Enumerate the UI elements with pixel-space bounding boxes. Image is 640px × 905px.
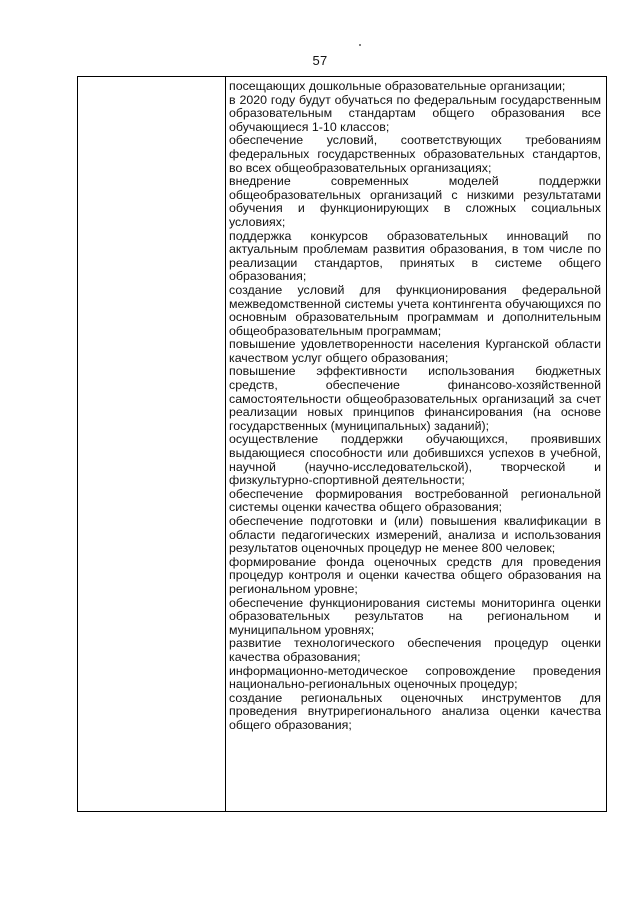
list-item: развитие технологического обеспечения процедур оценки качества образования; [229,636,601,664]
list-item: обеспечение подготовки и (или) повышения квалификации в области педагогических измерений, анализа и использования результатов оценочных процедур не менее 800 человек; [229,514,601,556]
list-item: повышение удовлетворенности населения Курганской области качеством услуг общего образования; [229,337,601,365]
list-item: осуществление поддержки обучающихся, проявивших выдающиеся способности или добившихся успехов в учебной, научной (научно-исследовательской), творческой и физкультурно-спортивной деятельности; [229,432,601,488]
list-item: повышение эффективности использования бюджетных средств, обеспечение финансово-хозяйственной самостоятельности общеобразовательных организаций за счет реализации новых принципов финансирования (на основе государственных (муниципальных) заданий); [229,364,601,433]
list-item: создание региональных оценочных инструментов для проведения внутрирегионального анализа оценки качества общего образования; [229,690,601,732]
list-item: обеспечение условий, соответствующих требованиям федеральных государственных образовательных стандартов, во всех общеобразовательных организациях; [229,133,601,175]
scan-dot [359,44,361,46]
list-item: поддержка конкурсов образовательных инноваций по актуальным проблемам развития образования, в том числе по реализации стандартов, принятых в системе общего образования; [229,228,601,284]
list-item: обеспечение формирования востребованной региональной системы оценки качества общего образования; [229,486,601,515]
list-item: информационно-методическое сопровождение проведения национально-региональных оценочных процедур; [229,663,601,692]
list-item: обеспечение функционирования системы мониторинга оценки образовательных результатов на региональном и муниципальном уровнях; [229,595,601,637]
list-item: формирование фонда оценочных средств для проведения процедур контроля и оценки качества общего образования на региональном уровне; [229,554,601,596]
table-left-column [78,77,226,811]
list-item: внедрение современных моделей поддержки общеобразовательных организаций с низкими результатами обучения и функционирующих в сложных социальных условиях; [229,174,601,229]
page-number: 57 [312,53,328,68]
list-item: создание условий для функционирования федеральной межведомственной системы учета контингента обучающихся по основным образовательным программам и дополнительным общеобразовательным программам; [229,282,601,338]
table-right-column [229,80,601,733]
list-item: в 2020 году будут обучаться по федеральным государственным образовательным стандартам общего образования все обучающиеся 1-10 классов; [229,92,601,134]
content-table [77,76,607,812]
list-item: посещающих дошкольные образовательные организации; [229,79,566,93]
